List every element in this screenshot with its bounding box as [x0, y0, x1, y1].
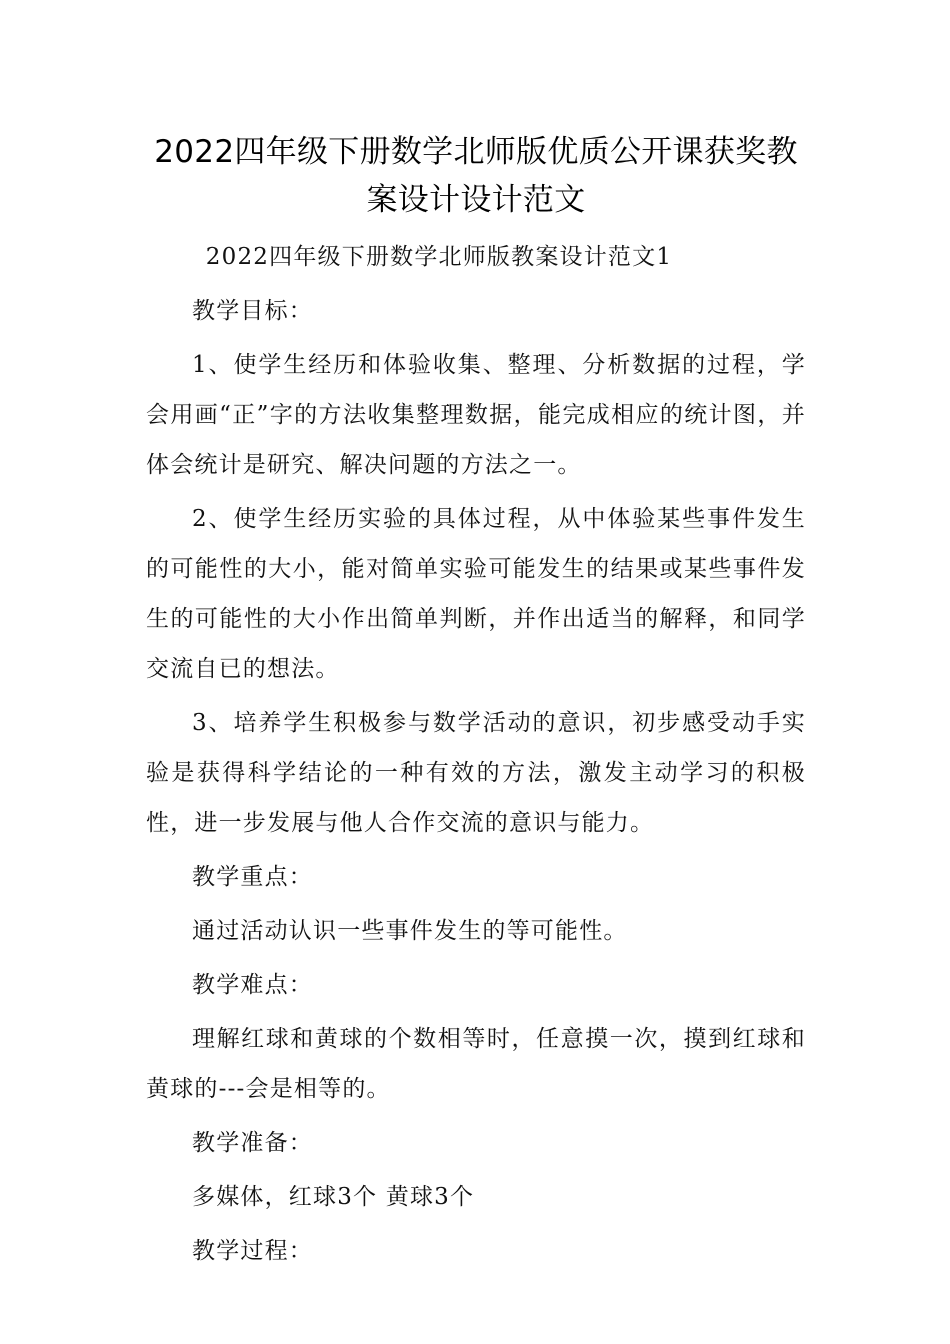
difficulty-heading: 教学难点： — [192, 972, 313, 998]
process-heading: 教学过程： — [192, 1238, 313, 1264]
document-title: 2022四年级下册数学北师版优质公开课获奖教案设计设计范文 — [154, 134, 798, 218]
prep-heading: 教学准备： — [192, 1130, 313, 1156]
key-heading: 教学重点： — [192, 864, 313, 890]
document-body — [146, 232, 806, 1280]
goals-heading: 教学目标： — [192, 298, 313, 324]
key-text: 通过活动认识一些事件发生的等可能性。 — [192, 918, 628, 944]
difficulty-text: 理解红球和黄球的个数相等时，任意摸一次，摸到红球和黄球的---会是相等的。 — [146, 1026, 806, 1102]
prep-text: 多媒体，红球3个 黄球3个 — [192, 1184, 475, 1210]
document-subtitle: 2022四年级下册数学北师版教案设计范文1 — [205, 244, 673, 270]
goal-item: 2、使学生经历实验的具体过程，从中体验某些事件发生的可能性的大小，能对简单实验可能发生的结果或某些事件发生的可能性的大小作出简单判断，并作出适当的解释，和同学交流自已的想法。 — [146, 506, 806, 682]
goal-item: 3、培养学生积极参与数学活动的意识，初步感受动手实验是获得科学结论的一种有效的方法，激发主动学习的积极性，进一步发展与他人合作交流的意识与能力。 — [146, 710, 806, 836]
goal-item: 1、使学生经历和体验收集、整理、分析数据的过程，学会用画“正”字的方法收集整理数据，能完成相应的统计图，并体会统计是研究、解决问题的方法之一。 — [146, 352, 806, 478]
